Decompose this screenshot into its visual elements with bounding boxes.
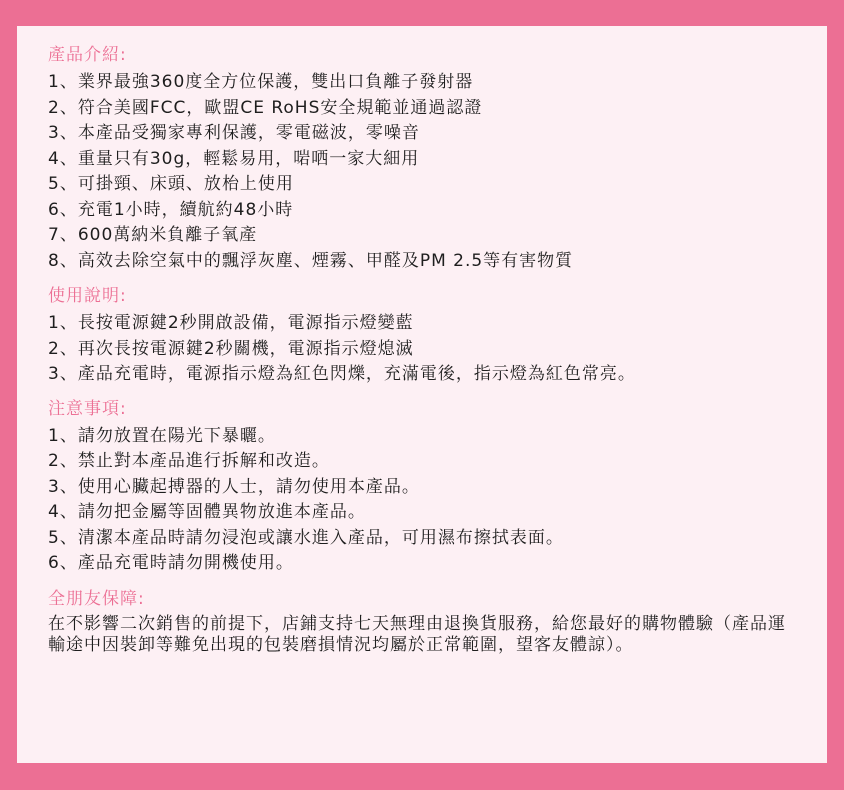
notes-item: 3、使用心臟起搏器的人士，請勿使用本產品。 [48, 476, 420, 497]
guarantee-section [48, 588, 827, 656]
usage-section [48, 285, 827, 388]
intro-item: 1、業界最強360度全方位保護，雙出口負離子發射器 [48, 72, 474, 92]
intro-item: 7、600萬納米負離子氧產 [48, 225, 258, 245]
notes-item: 4、請勿把金屬等固體異物放進本產品。 [48, 502, 366, 522]
usage-item: 2、再次長按電源鍵2秒關機，電源指示燈熄滅 [48, 338, 414, 359]
notes-section [48, 398, 827, 577]
usage-title: 使用說明: [48, 286, 127, 306]
usage-item: 1、長按電源鍵2秒開啟設備，電源指示燈變藍 [48, 313, 414, 333]
usage-item: 3、產品充電時，電源指示燈為紅色閃爍，充滿電後，指示燈為紅色常亮。 [48, 364, 636, 384]
notes-item: 2、禁止對本產品進行拆解和改造。 [48, 451, 330, 471]
product-info-panel [17, 26, 827, 763]
intro-section [48, 44, 827, 274]
intro-item: 4、重量只有30g，輕鬆易用，啱哂一家大細用 [48, 148, 420, 169]
intro-item: 6、充電1小時，續航約48小時 [48, 199, 294, 220]
notes-item: 1、請勿放置在陽光下暴曬。 [48, 425, 276, 446]
notes-item: 6、產品充電時請勿開機使用。 [48, 553, 294, 573]
intro-title: 產品介紹: [48, 45, 127, 65]
intro-item: 2、符合美國FCC，歐盟CE RoHS安全規範並通過認證 [48, 97, 483, 118]
notes-item: 5、清潔本產品時請勿浸泡或讓水進入產品，可用濕布擦拭表面。 [48, 527, 564, 548]
guarantee-title: 全朋友保障: [48, 588, 145, 609]
intro-item: 8、高效去除空氣中的飄浮灰塵、煙霧、甲醛及PM 2.5等有害物質 [48, 250, 574, 271]
guarantee-text: 在不影響二次銷售的前提下，店鋪支持七天無理由退換貨服務，給您最好的購物體驗（產品運輸途中因裝卸等難免出現的包裝磨損情況均屬於正常範圍，望客友體諒）。 [48, 613, 786, 655]
notes-title: 注意事項: [48, 398, 127, 419]
intro-item: 3、本產品受獨家專利保護，零電磁波，零噪音 [48, 123, 420, 143]
intro-item: 5、可掛頸、床頭、放枱上使用 [48, 174, 294, 194]
